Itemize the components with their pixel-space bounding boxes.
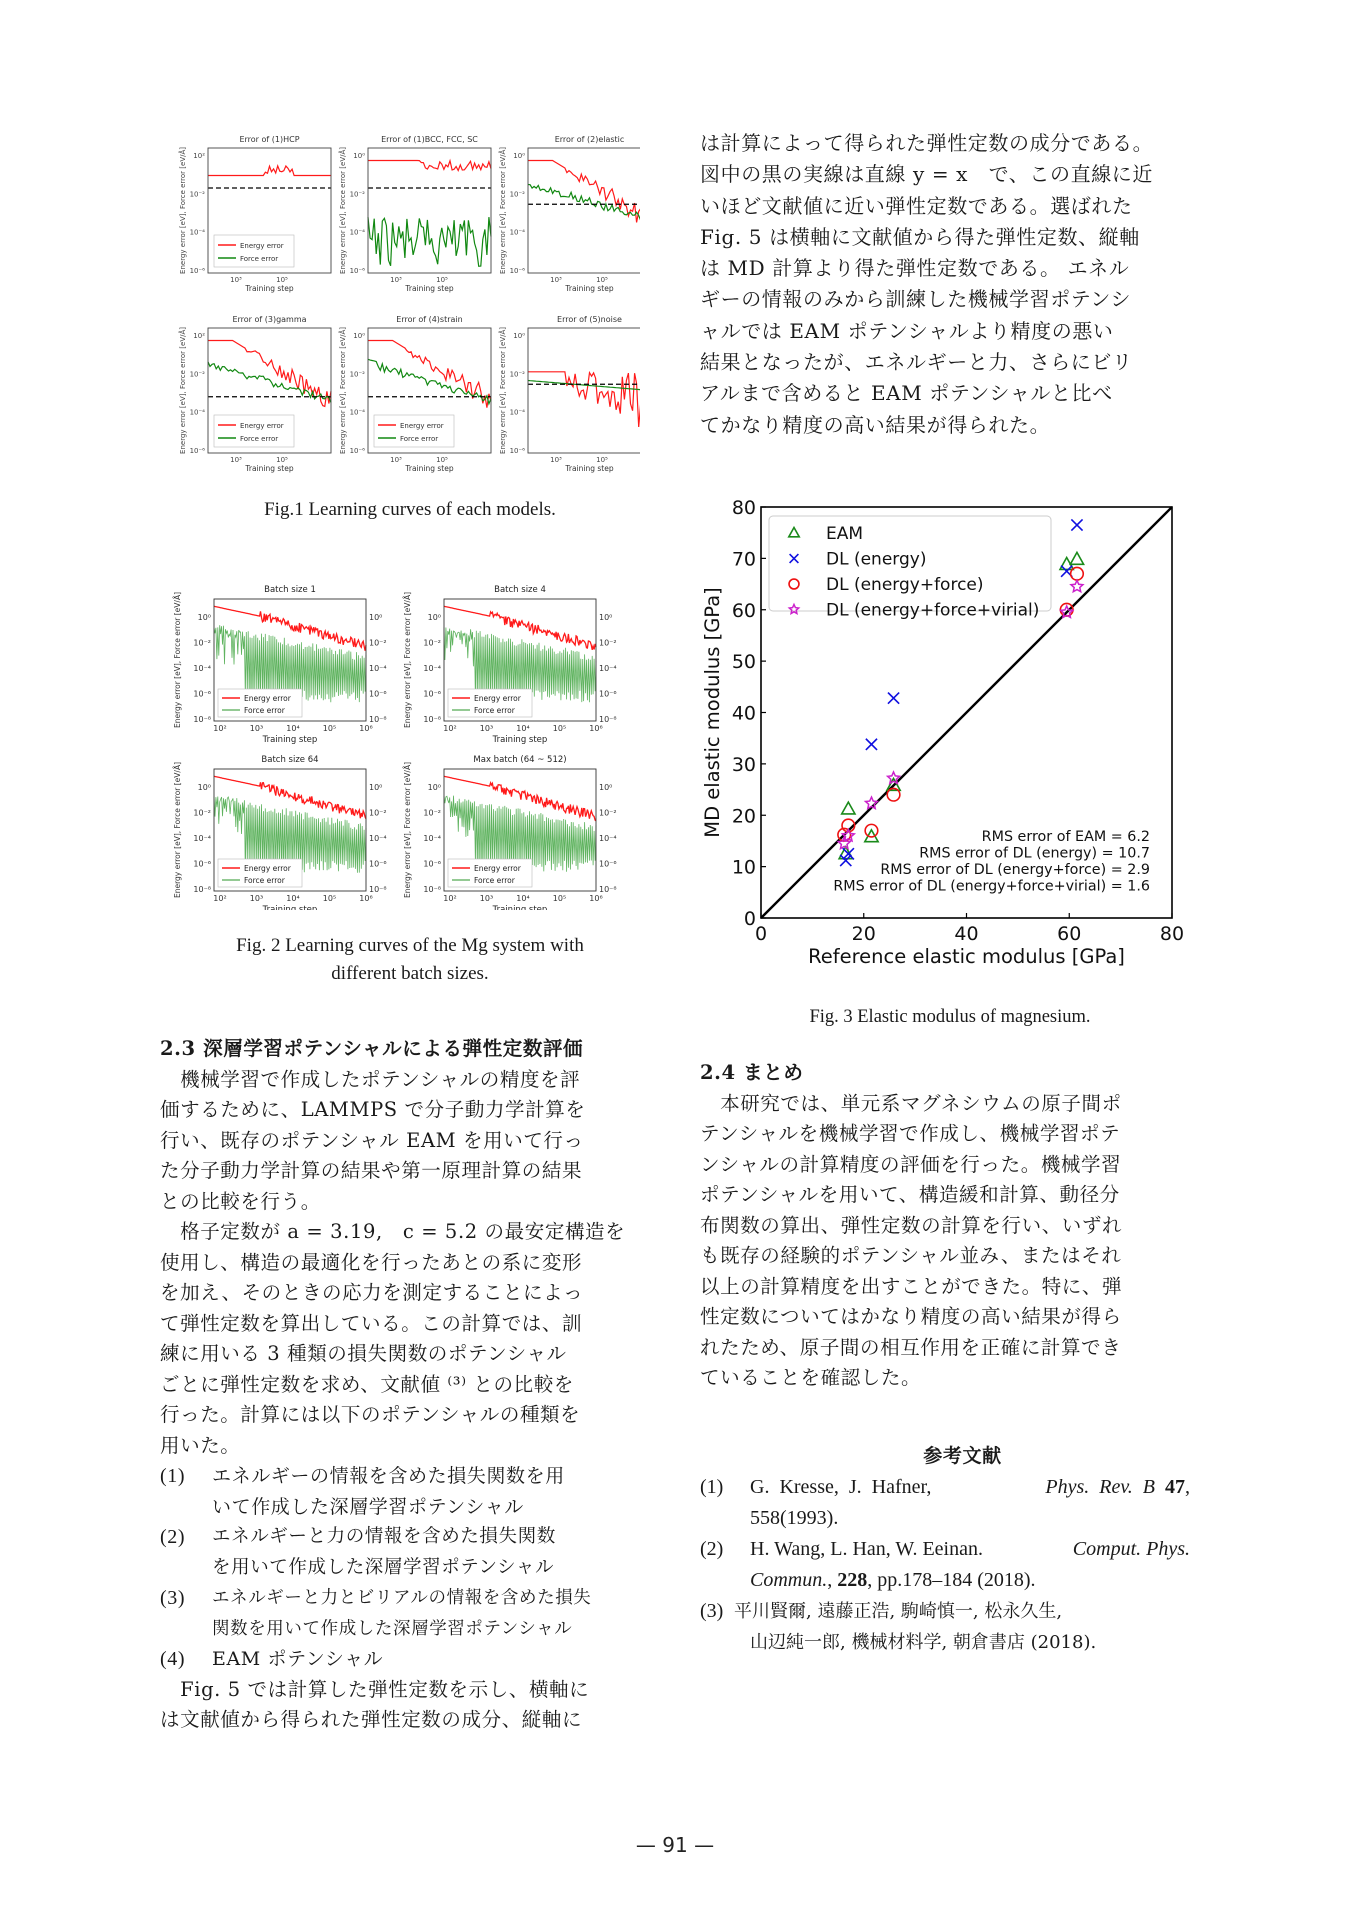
panel-y-tick-right: 10⁰ bbox=[369, 783, 383, 792]
text-line: ごとに弾性定数を求め、文献値 ⁽³⁾ との比較を bbox=[160, 1372, 574, 1396]
panel-y-tick: 10⁻⁶ bbox=[193, 859, 211, 869]
y-tick-label: 0 bbox=[743, 908, 756, 930]
rms-annotation: RMS error of DL (energy+force) = 2.9 bbox=[880, 862, 1150, 878]
panel-x-label: Training step bbox=[405, 464, 454, 473]
legend-label: DL (energy+force) bbox=[826, 575, 984, 595]
panel-y-tick-right: 10⁻² bbox=[369, 808, 387, 818]
panel-x-label: Training step bbox=[492, 735, 548, 745]
text-line: 布関数の算出、弾性定数の計算を行い、いずれ bbox=[700, 1213, 1123, 1237]
chart-annotations bbox=[833, 829, 1150, 895]
data-point-circle bbox=[1071, 567, 1084, 580]
legend-label: DL (energy) bbox=[826, 549, 927, 570]
panel-x-tick: 10⁵ bbox=[552, 894, 567, 903]
panel-x-tick: 10⁴ bbox=[516, 894, 530, 903]
y-tick-label: 40 bbox=[731, 702, 756, 725]
panel-y-tick-right: 10⁻⁸ bbox=[369, 715, 387, 724]
text-line: Fig. 5 は横軸に文献値から得た弾性定数、縦軸 bbox=[700, 224, 1140, 249]
learning-curve-panel bbox=[338, 135, 491, 293]
panel-frame bbox=[528, 148, 640, 273]
legend-label: Force error bbox=[474, 706, 515, 715]
reference-item-1 bbox=[700, 1472, 1205, 1534]
references bbox=[700, 1441, 1205, 1658]
text-line: 行った。計算には以下のポテンシャルの種類を bbox=[160, 1403, 581, 1426]
section-2-3-heading: 2.3 深層学習ポテンシャルによる弾性定数評価 bbox=[160, 1037, 584, 1060]
text-line: 使用し、構造の最適化を行ったあとの系に変形 bbox=[160, 1250, 583, 1274]
legend-label: Energy error bbox=[400, 422, 444, 430]
y-tick-label: 60 bbox=[731, 599, 756, 622]
list-item bbox=[160, 1583, 660, 1644]
y-tick-label: 10 bbox=[731, 856, 756, 879]
reference-pages: , pp.178–184 (2018). bbox=[867, 1568, 1036, 1591]
batch-size-panel bbox=[403, 755, 617, 910]
panel-title: Error of (1)BCC, FCC, SC bbox=[381, 135, 478, 144]
panel-x-tick: 10³ bbox=[249, 724, 264, 733]
panel-y-label: Energy error [eV], Force error [eV/Å] bbox=[499, 147, 507, 274]
data-point-x bbox=[866, 739, 877, 750]
x-axis-label: Reference elastic modulus [GPa] bbox=[808, 945, 1125, 968]
panel-y-tick: 10⁻⁸ bbox=[193, 715, 211, 724]
panel-y-label: Energy error [eV], Force error [eV/Å] bbox=[339, 327, 347, 454]
reference-comma: , bbox=[1185, 1475, 1190, 1498]
reference-authors: H. Wang, L. Han, W. Eeinan. bbox=[750, 1537, 983, 1560]
list-item-text: 関数を用いて作成した深層学習ポテンシャル bbox=[212, 1618, 573, 1639]
force-error-curve bbox=[368, 217, 491, 266]
batch-size-panel bbox=[403, 585, 617, 745]
panel-y-tick-right: 10⁰ bbox=[369, 613, 383, 622]
text-line: てかなり精度の高い結果が得られた。 bbox=[700, 412, 1051, 437]
text-line: 図中の黒の実線は直線 y = x で、この直線に近 bbox=[700, 162, 1154, 187]
panel-x-tick: 10⁶ bbox=[359, 894, 373, 903]
section-2-4 bbox=[700, 1058, 1205, 1394]
panel-x-tick: 10⁴ bbox=[286, 894, 300, 903]
text-line: は MD 計算より得た弾性定数である。 エネル bbox=[700, 256, 1130, 281]
text-line: 以上の計算精度を出すことができた。特に、弾 bbox=[700, 1274, 1123, 1298]
panel-x-tick: 10⁵ bbox=[552, 724, 567, 733]
y-tick-label: 50 bbox=[731, 651, 756, 674]
energy-error-curve bbox=[528, 161, 640, 227]
reference-volume: 228 bbox=[837, 1568, 868, 1591]
legend-label: Energy error bbox=[240, 242, 284, 250]
learning-curve-panel bbox=[178, 135, 331, 293]
panel-y-tick: 10⁻⁸ bbox=[423, 885, 441, 894]
panel-title: Error of (5)noise bbox=[557, 315, 622, 324]
panel-x-label: Training step bbox=[262, 735, 318, 745]
section-2-3-paragraph-3 bbox=[160, 1675, 660, 1736]
y-tick-label: 30 bbox=[731, 753, 756, 776]
text-line: ャルでは EAM ポテンシャルより精度の悪い bbox=[700, 318, 1114, 343]
x-tick-label: 60 bbox=[1057, 923, 1082, 945]
panel-x-tick: 10³ bbox=[230, 276, 242, 284]
chart-legend bbox=[769, 516, 1051, 621]
data-point-triangle bbox=[1070, 552, 1083, 564]
reference-number: (1) bbox=[700, 1475, 724, 1498]
panel-y-tick: 10⁰ bbox=[353, 332, 365, 340]
legend-label: Force error bbox=[244, 706, 285, 715]
legend-label: Energy error bbox=[244, 694, 291, 703]
panel-x-tick: 10⁴ bbox=[516, 724, 530, 733]
panel-y-tick: 10⁻⁴ bbox=[189, 408, 205, 417]
y-tick-label: 80 bbox=[731, 497, 756, 519]
reference-journal: Comput. Phys. bbox=[1072, 1537, 1190, 1560]
panel-y-tick: 10⁻² bbox=[423, 638, 441, 648]
panel-x-tick: 10⁵ bbox=[276, 276, 288, 284]
text-line: は文献値から得られた弾性定数の成分、縦軸に bbox=[160, 1708, 583, 1731]
panel-x-tick: 10⁵ bbox=[596, 276, 608, 284]
panel-x-label: Training step bbox=[405, 284, 454, 293]
figure-2-caption-line-2: different batch sizes. bbox=[331, 963, 489, 984]
panel-y-tick-right: 10⁻⁸ bbox=[599, 715, 617, 724]
panel-y-tick-right: 10⁻² bbox=[369, 638, 387, 648]
panel-x-tick: 10² bbox=[443, 894, 457, 903]
data-point-x bbox=[888, 693, 899, 704]
panel-y-tick: 10⁻² bbox=[189, 190, 205, 199]
text-line: 本研究では、単元系マグネシウムの原子間ポ bbox=[700, 1091, 1122, 1115]
panel-y-tick: 10⁻⁶ bbox=[509, 267, 525, 275]
panel-y-tick-right: 10⁻² bbox=[599, 808, 617, 818]
text-line: 用いた。 bbox=[160, 1433, 241, 1457]
list-item-number: (2) bbox=[160, 1526, 186, 1548]
y-tick-label: 70 bbox=[731, 548, 756, 571]
panel-x-tick: 10⁵ bbox=[596, 456, 608, 464]
panel-title: Max batch (64 ~ 512) bbox=[473, 755, 567, 765]
list-item-text: エネルギーと力の情報を含めた損失関数 bbox=[212, 1526, 556, 1547]
panel-y-tick: 10⁰ bbox=[197, 613, 211, 622]
panel-x-tick: 10³ bbox=[479, 894, 494, 903]
list-item-text: EAM ポテンシャル bbox=[212, 1648, 384, 1670]
x-tick-label: 0 bbox=[754, 923, 768, 945]
panel-title: Batch size 1 bbox=[264, 585, 316, 595]
panel-y-tick: 10⁻⁸ bbox=[423, 715, 441, 724]
panel-title: Error of (2)elastic bbox=[554, 135, 625, 144]
data-point-triangle bbox=[842, 802, 855, 814]
section-2-3 bbox=[160, 1034, 660, 1736]
right-column-top-paragraph bbox=[700, 128, 1205, 441]
panel-x-tick: 10⁵ bbox=[322, 724, 337, 733]
text-line: 価するために、LAMMPS で分子動力学計算を bbox=[160, 1098, 586, 1121]
panel-y-label: Energy error [eV], Force error [eV/Å] bbox=[403, 761, 412, 899]
figure-1-plots bbox=[160, 130, 640, 485]
panel-x-tick: 10⁵ bbox=[436, 276, 448, 284]
reference-pages: 558(1993). bbox=[750, 1506, 839, 1529]
list-item bbox=[160, 1461, 660, 1522]
panel-y-tick: 10⁻² bbox=[349, 190, 365, 199]
section-2-4-heading: 2.4 まとめ bbox=[700, 1061, 804, 1084]
panel-x-tick: 10³ bbox=[479, 724, 494, 733]
text-line: も既存の経験的ポテンシャル並み、またはそれ bbox=[700, 1244, 1122, 1267]
rms-annotation: RMS error of DL (energy+force+virial) = 1.6 bbox=[833, 878, 1150, 895]
legend-label: Energy error bbox=[244, 864, 291, 873]
panel-x-tick: 10³ bbox=[249, 894, 264, 903]
panel-y-tick: 10⁻⁶ bbox=[189, 447, 205, 455]
batch-size-panel bbox=[173, 755, 387, 910]
text-line: との比較を行う。 bbox=[160, 1189, 321, 1213]
text-line: て弾性定数を算出している。この計算では、訓 bbox=[160, 1311, 583, 1335]
legend-label: EAM bbox=[826, 524, 864, 544]
panel-y-tick: 10⁻⁶ bbox=[189, 267, 205, 275]
reference-number: (3) bbox=[700, 1599, 724, 1622]
panel-x-label: Training step bbox=[245, 284, 294, 293]
panel-x-tick: 10³ bbox=[390, 456, 402, 464]
panel-title: Error of (3)gamma bbox=[232, 315, 307, 324]
panel-y-label: Energy error [eV], Force error [eV/Å] bbox=[173, 761, 182, 899]
reference-item-2 bbox=[700, 1534, 1205, 1596]
x-tick-label: 80 bbox=[1159, 923, 1185, 945]
panel-y-tick: 10⁻⁶ bbox=[423, 689, 441, 699]
panel-y-tick: 10⁻² bbox=[509, 190, 525, 199]
panel-y-tick-right: 10⁻⁴ bbox=[599, 834, 617, 843]
figure-2-caption-line-1: Fig. 2 Learning curves of the Mg system with bbox=[236, 935, 584, 956]
text-line: 機械学習で作成したポテンシャルの精度を評 bbox=[160, 1067, 581, 1091]
reference-sep: , bbox=[827, 1568, 838, 1591]
panel-y-tick: 10⁻⁴ bbox=[193, 664, 211, 673]
panel-y-tick: 10² bbox=[193, 152, 205, 160]
text-line: テンシャルを機械学習で作成し、機械学習ポテ bbox=[700, 1122, 1121, 1145]
panel-y-tick: 10⁻⁴ bbox=[349, 228, 365, 237]
panel-y-tick: 10⁻⁴ bbox=[509, 228, 525, 237]
energy-error-curve bbox=[208, 166, 331, 176]
panel-x-label: Training step bbox=[565, 464, 614, 473]
text-line: ていることを確認した。 bbox=[700, 1366, 922, 1389]
panel-x-tick: 10³ bbox=[230, 456, 242, 464]
panel-x-tick: 10³ bbox=[550, 276, 562, 284]
reference-journal-cont: Commun. bbox=[750, 1568, 828, 1591]
panel-x-tick: 10⁴ bbox=[286, 724, 300, 733]
list-item-text: エネルギーの情報を含めた損失関数を用 bbox=[212, 1465, 565, 1487]
panel-x-tick: 10⁵ bbox=[276, 456, 288, 464]
figure-1-caption: Fig.1 Learning curves of each models. bbox=[264, 499, 556, 520]
panel-y-tick: 10⁰ bbox=[513, 332, 525, 340]
text-line: Fig. 5 では計算した弾性定数を示し、横軸に bbox=[160, 1677, 590, 1701]
panel-y-tick: 10⁻² bbox=[189, 370, 205, 379]
panel-y-tick-right: 10⁻⁸ bbox=[369, 885, 387, 894]
list-item bbox=[160, 1644, 660, 1675]
panel-x-tick: 10² bbox=[213, 724, 227, 733]
panel-y-tick: 10⁻⁴ bbox=[189, 228, 205, 237]
data-point-star bbox=[866, 797, 878, 808]
learning-curve-panel bbox=[498, 135, 640, 293]
panel-y-tick-right: 10⁰ bbox=[599, 613, 613, 622]
panel-title: Error of (4)strain bbox=[396, 315, 463, 324]
panel-y-tick: 10⁻⁴ bbox=[509, 408, 525, 417]
panel-x-label: Training step bbox=[492, 905, 548, 910]
list-item-number: (3) bbox=[160, 1587, 186, 1609]
panel-y-tick-right: 10⁻⁴ bbox=[369, 664, 387, 673]
list-item-text: エネルギーと力とビリアルの情報を含めた損失 bbox=[212, 1588, 592, 1608]
figure-2 bbox=[170, 575, 650, 910]
legend-label: Force error bbox=[474, 876, 515, 885]
batch-size-panel bbox=[173, 585, 387, 745]
elastic-modulus-scatter-chart bbox=[690, 490, 1210, 990]
panel-x-tick: 10³ bbox=[390, 276, 402, 284]
panel-y-tick: 10⁻⁴ bbox=[193, 834, 211, 843]
learning-curve-panel bbox=[178, 315, 331, 473]
legend-label: Force error bbox=[240, 255, 279, 263]
panel-x-tick: 10⁶ bbox=[589, 724, 603, 733]
panel-y-tick: 10⁻⁴ bbox=[349, 408, 365, 417]
text-line: 格子定数が a = 3.19, c = 5.2 の最安定構造を bbox=[160, 1220, 626, 1243]
section-2-4-paragraph bbox=[700, 1089, 1205, 1394]
text-line: 行い、既存のポテンシャル EAM を用いて行っ bbox=[160, 1128, 584, 1152]
panel-y-tick-right: 10⁻⁸ bbox=[599, 885, 617, 894]
list-item-number: (1) bbox=[160, 1465, 186, 1487]
figure-3 bbox=[690, 490, 1210, 990]
panel-y-tick-right: 10⁻⁶ bbox=[369, 859, 387, 869]
figure-2-caption bbox=[160, 932, 660, 988]
panel-y-tick: 10⁰ bbox=[427, 613, 441, 622]
panel-y-tick: 10⁰ bbox=[513, 152, 525, 160]
panel-y-tick-right: 10⁻⁶ bbox=[599, 859, 617, 869]
page-number: — 91 — bbox=[635, 1833, 715, 1857]
panel-y-tick: 10⁻² bbox=[193, 808, 211, 818]
figure-1 bbox=[160, 130, 640, 485]
legend-label: DL (energy+force+virial) bbox=[826, 600, 1040, 621]
panel-x-label: Training step bbox=[565, 284, 614, 293]
y-axis-label: MD elastic modulus [GPa] bbox=[701, 587, 724, 838]
data-point-star bbox=[1071, 580, 1083, 591]
text-line: れたため、原子間の相互作用を正確に計算でき bbox=[700, 1335, 1122, 1359]
text-line: アルまで含めると EAM ポテンシャルと比べ bbox=[700, 381, 1113, 406]
panel-y-label: Energy error [eV], Force error [eV/Å] bbox=[403, 591, 412, 729]
energy-error-curve bbox=[368, 341, 491, 408]
reference-journal: Phys. Rev. B bbox=[1045, 1475, 1155, 1498]
panel-y-tick: 10⁻⁶ bbox=[423, 859, 441, 869]
reference-authors: G. Kresse, J. Hafner, bbox=[750, 1475, 932, 1498]
rms-annotation: RMS error of DL (energy) = 10.7 bbox=[919, 845, 1150, 862]
energy-error-curve bbox=[368, 161, 491, 171]
x-tick-label: 40 bbox=[954, 923, 979, 945]
panel-y-tick: 10⁻⁸ bbox=[193, 885, 211, 894]
panel-x-tick: 10² bbox=[213, 894, 227, 903]
text-line: ギーの情報のみから訓練した機械学習ポテンシ bbox=[700, 287, 1132, 312]
legend-label: Energy error bbox=[240, 422, 284, 430]
text-line: 練に用いる 3 種類の損失関数のポテンシャル bbox=[160, 1342, 567, 1365]
references-heading: 参考文献 bbox=[923, 1445, 1002, 1467]
text-line: を加え、そのときの応力を測定することによっ bbox=[160, 1281, 584, 1304]
reference-item-3 bbox=[700, 1596, 1205, 1658]
y-tick-label: 20 bbox=[731, 805, 756, 828]
text-line: は計算によって得られた弾性定数の成分である。 bbox=[700, 131, 1154, 155]
panel-x-tick: 10² bbox=[443, 724, 457, 733]
text-line: ポテンシャルを用いて、構造緩和計算、動径分 bbox=[700, 1183, 1120, 1206]
panel-y-tick: 10⁻² bbox=[349, 370, 365, 379]
panel-x-label: Training step bbox=[245, 464, 294, 473]
text-line: 結果となったが、エネルギーと力、さらにビリ bbox=[700, 350, 1133, 375]
panel-y-tick-right: 10⁻⁴ bbox=[599, 664, 617, 673]
panel-y-tick: 10⁻⁴ bbox=[423, 834, 441, 843]
energy-error-curve bbox=[214, 606, 366, 650]
panel-y-label: Energy error [eV], Force error [eV/Å] bbox=[339, 147, 347, 274]
panel-y-tick: 10⁻⁶ bbox=[509, 447, 525, 455]
text-line: いほど文献値に近い弾性定数である。選ばれた bbox=[700, 193, 1133, 218]
panel-x-tick: 10⁵ bbox=[436, 456, 448, 464]
legend-label: Energy error bbox=[474, 694, 521, 703]
x-tick-label: 20 bbox=[851, 923, 876, 945]
panel-y-tick: 10² bbox=[193, 332, 205, 340]
panel-y-tick-right: 10⁻⁶ bbox=[369, 689, 387, 699]
panel-y-label: Energy error [eV], Force error [eV/Å] bbox=[499, 327, 507, 454]
panel-y-tick: 10⁻⁴ bbox=[423, 664, 441, 673]
panel-x-tick: 10⁵ bbox=[322, 894, 337, 903]
reference-volume: 47 bbox=[1165, 1475, 1185, 1498]
panel-y-tick-right: 10⁰ bbox=[599, 783, 613, 792]
legend-label: Energy error bbox=[474, 864, 521, 873]
list-item-number: (4) bbox=[160, 1648, 186, 1670]
panel-y-tick-right: 10⁻⁶ bbox=[599, 689, 617, 699]
list-item-text: を用いて作成した深層学習ポテンシャル bbox=[212, 1556, 555, 1578]
potential-type-list bbox=[160, 1461, 660, 1675]
series-dl-energy-force-virial bbox=[838, 580, 1083, 848]
section-2-3-paragraph-2 bbox=[160, 1217, 660, 1461]
panel-y-label: Energy error [eV], Force error [eV/Å] bbox=[179, 327, 187, 454]
reference-number: (2) bbox=[700, 1537, 724, 1560]
panel-y-tick: 10⁻² bbox=[509, 370, 525, 379]
panel-x-label: Training step bbox=[262, 905, 318, 910]
legend-label: Force error bbox=[400, 435, 439, 443]
reference-line-1: 平川賢爾, 遠藤正浩, 駒崎慎一, 松永久生, bbox=[734, 1600, 1063, 1622]
reference-line-2: 山辺純一郎, 機械材料学, 朝倉書店 (2018). bbox=[750, 1631, 1097, 1653]
panel-y-label: Energy error [eV], Force error [eV/Å] bbox=[179, 147, 187, 274]
panel-y-tick: 10⁰ bbox=[197, 783, 211, 792]
list-item-text: いて作成した深層学習ポテンシャル bbox=[212, 1495, 524, 1518]
panel-title: Batch size 64 bbox=[261, 755, 319, 765]
panel-x-tick: 10⁶ bbox=[359, 724, 373, 733]
text-line: た分子動力学計算の結果や第一原理計算の結果 bbox=[160, 1159, 583, 1182]
list-item bbox=[160, 1522, 660, 1583]
data-point-x bbox=[1071, 519, 1082, 530]
panel-y-tick: 10⁻² bbox=[423, 808, 441, 818]
panel-y-tick: 10⁰ bbox=[353, 152, 365, 160]
panel-y-tick: 10⁰ bbox=[427, 783, 441, 792]
text-line: ンシャルの計算精度の評価を行った。機械学習 bbox=[700, 1152, 1122, 1176]
panel-y-tick: 10⁻² bbox=[193, 638, 211, 648]
panel-title: Error of (1)HCP bbox=[239, 135, 300, 144]
panel-frame bbox=[368, 148, 491, 273]
panel-y-label: Energy error [eV], Force error [eV/Å] bbox=[173, 591, 182, 729]
text-line: 性定数についてはかなり精度の高い結果が得ら bbox=[700, 1305, 1122, 1328]
panel-y-tick: 10⁻⁶ bbox=[193, 689, 211, 699]
panel-y-tick-right: 10⁻² bbox=[599, 638, 617, 648]
section-2-3-paragraph-1 bbox=[160, 1065, 660, 1218]
energy-error-curve bbox=[528, 372, 640, 429]
learning-curve-panel bbox=[498, 315, 640, 473]
rms-annotation: RMS error of EAM = 6.2 bbox=[981, 829, 1150, 845]
figure-3-caption: Fig. 3 Elastic modulus of magnesium. bbox=[809, 1007, 1091, 1027]
figure-2-plots bbox=[170, 575, 650, 910]
panel-x-tick: 10⁶ bbox=[589, 894, 603, 903]
panel-y-tick-right: 10⁻⁴ bbox=[369, 834, 387, 843]
panel-title: Batch size 4 bbox=[494, 585, 546, 595]
learning-curve-panel bbox=[338, 315, 491, 473]
panel-y-tick: 10⁻⁶ bbox=[349, 447, 365, 455]
legend-label: Force error bbox=[244, 876, 285, 885]
legend-label: Force error bbox=[240, 435, 279, 443]
panel-y-tick: 10⁻⁶ bbox=[349, 267, 365, 275]
panel-x-tick: 10³ bbox=[550, 456, 562, 464]
